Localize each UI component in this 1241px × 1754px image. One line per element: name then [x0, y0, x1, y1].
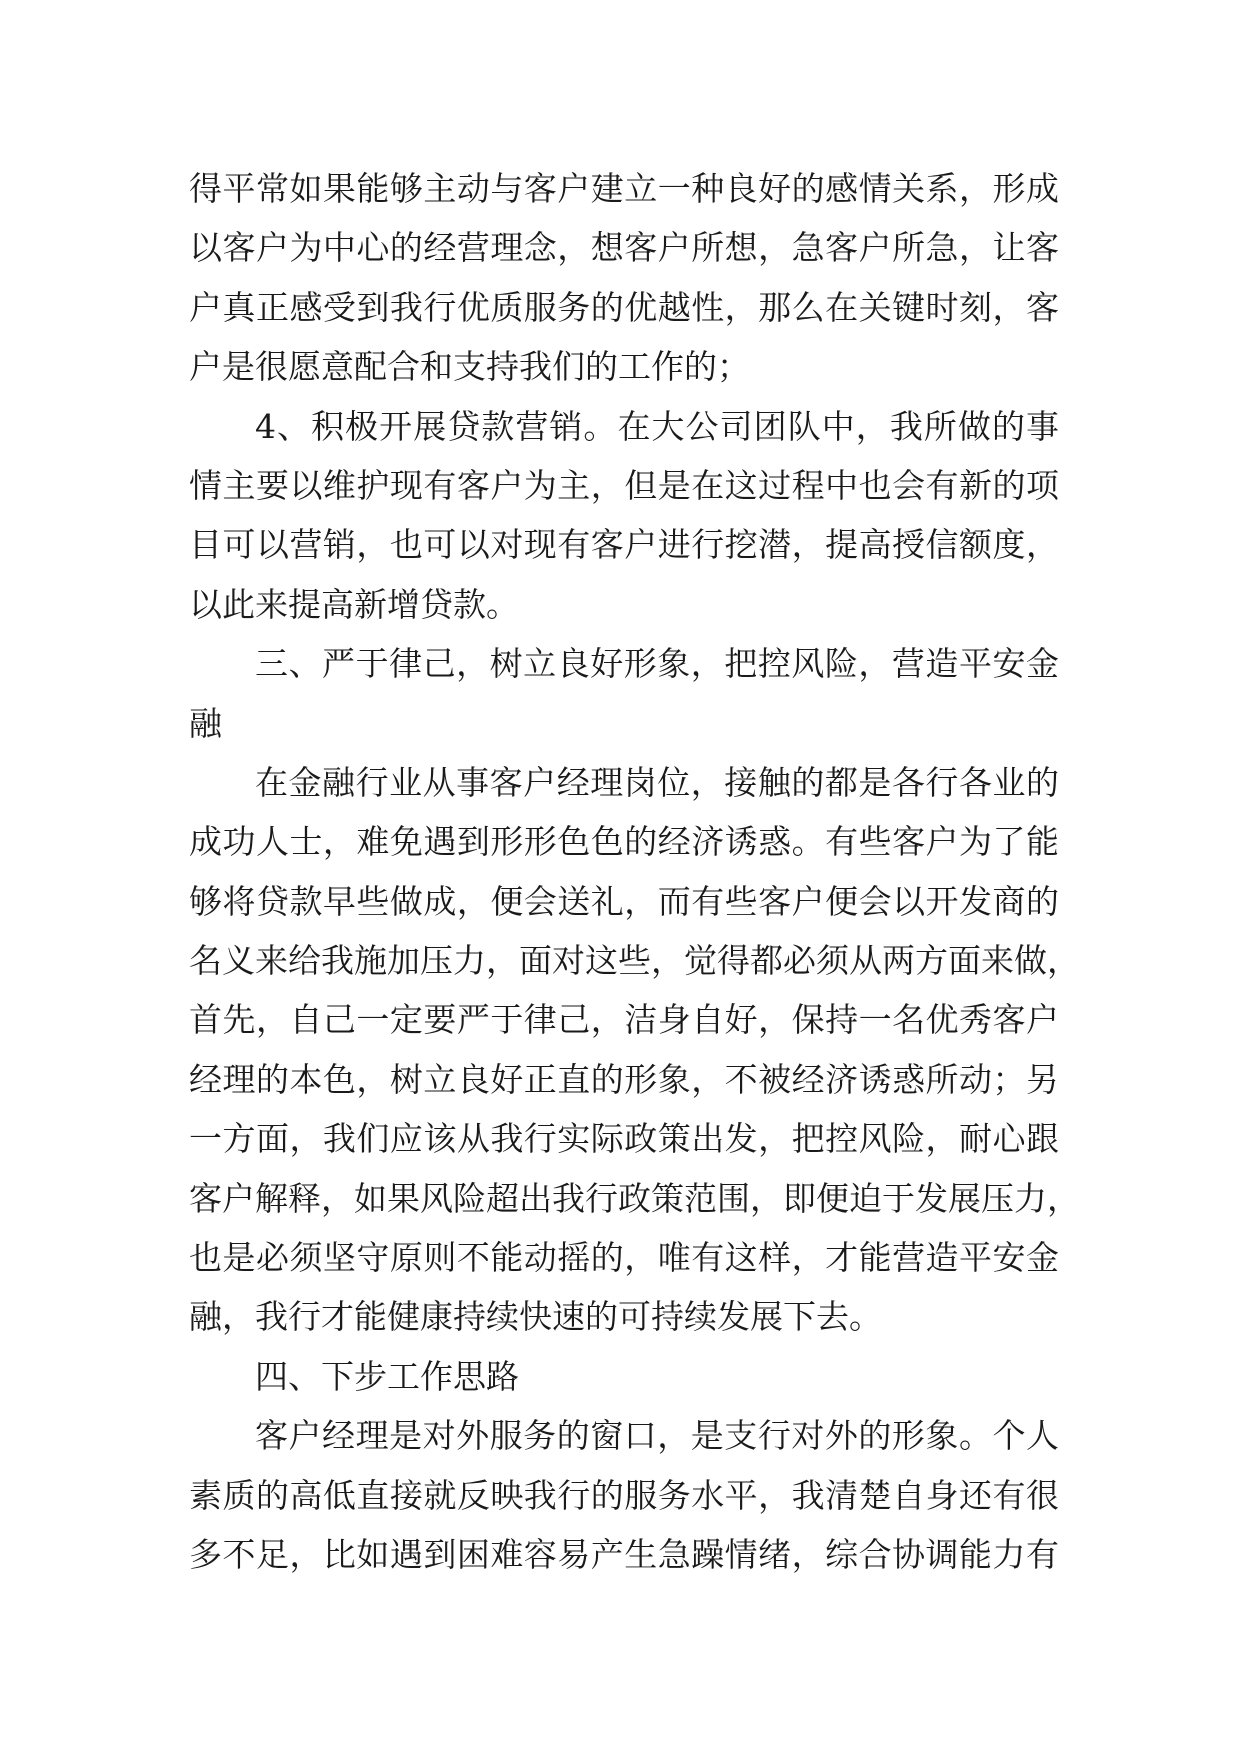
text-line: 够将贷款早些做成，便会送礼，而有些客户便会以开发商的: [189, 881, 1059, 921]
text-line: 目可以营销，也可以对现有客户进行挖潜，提高授信额度，: [189, 525, 1059, 565]
text-line: 成功人士，难免遇到形形色色的经济诱惑。有些客户为了能: [189, 822, 1059, 862]
text-line: 也是必须坚守原则不能动摇的，唯有这样，才能营造平安金: [189, 1238, 1059, 1278]
text-line: 四、下步工作思路: [255, 1356, 519, 1396]
text-line: 户真正感受到我行优质服务的优越性，那么在关键时刻，客: [189, 287, 1059, 327]
text-line: 一方面，我们应该从我行实际政策出发，把控风险，耐心跟: [189, 1119, 1059, 1159]
text-line: 以客户为中心的经营理念，想客户所想，急客户所急，让客: [189, 228, 1059, 268]
text-line: 名义来给我施加压力，面对这些，觉得都必须从两方面来做，: [189, 941, 1080, 981]
text-line: 客户经理是对外服务的窗口，是支行对外的形象。个人: [255, 1416, 1059, 1456]
text-line: 首先，自己一定要严于律己，洁身自好，保持一名优秀客户: [189, 1000, 1059, 1040]
text-line: 三、严于律己，树立良好形象，把控风险，营造平安金: [255, 644, 1059, 684]
text-line: 客户解释，如果风险超出我行政策范围，即便迫于发展压力，: [189, 1178, 1080, 1218]
text-line: 多不足，比如遇到困难容易产生急躁情绪，综合协调能力有: [189, 1534, 1059, 1574]
text-line: 4、积极开展贷款营销。在大公司团队中，我所做的事: [255, 406, 1059, 446]
text-line: 融: [189, 703, 222, 743]
text-line: 经理的本色，树立良好正直的形象，不被经济诱惑所动；另: [189, 1059, 1059, 1099]
text-line: 在金融行业从事客户经理岗位，接触的都是各行各业的: [255, 762, 1059, 802]
document-body: [189, 159, 1080, 1584]
text-line: 户是很愿意配合和支持我们的工作的；: [189, 347, 750, 387]
text-line: 融，我行才能健康持续快速的可持续发展下去。: [189, 1297, 882, 1337]
text-line: 得平常如果能够主动与客户建立一种良好的感情关系，形成: [189, 169, 1059, 208]
text-line: 情主要以维护现有客户为主，但是在这过程中也会有新的项: [189, 465, 1059, 505]
text-line: 以此来提高新增贷款。: [189, 584, 519, 624]
text-line: 素质的高低直接就反映我行的服务水平，我清楚自身还有很: [189, 1475, 1059, 1515]
